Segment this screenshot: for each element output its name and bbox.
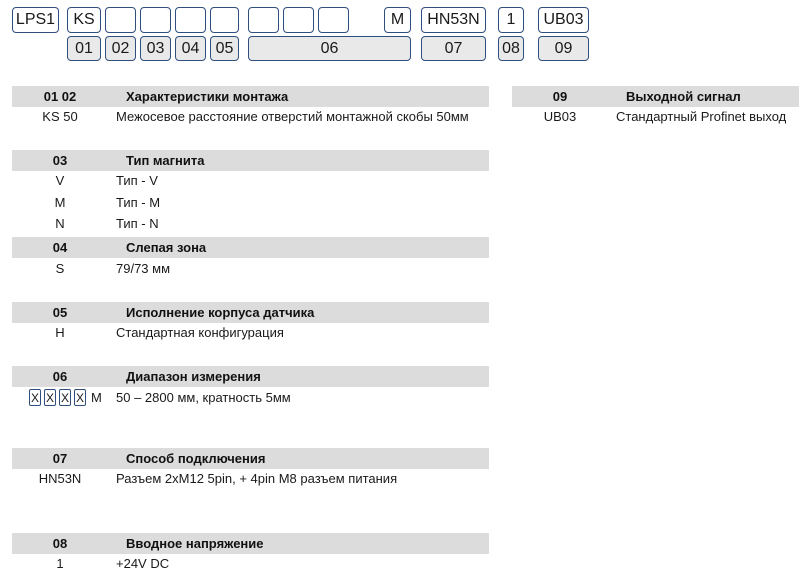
section-code: 05 <box>52 305 68 320</box>
code-cell-voltage: 1 <box>498 7 524 33</box>
code-cell-05-blank <box>175 7 206 33</box>
code-cell-blank <box>210 7 239 33</box>
section-code: 04 <box>52 240 68 255</box>
option-code: S <box>55 261 65 276</box>
option-description: Тип - N <box>116 216 159 231</box>
code-cell-06-digit-1 <box>248 7 279 33</box>
code-cell-03-blank <box>105 7 136 33</box>
option-code: UB03 <box>543 109 577 124</box>
option-row <box>12 324 482 342</box>
section-header-04 <box>12 237 489 258</box>
section-title: Вводное напряжение <box>126 536 264 551</box>
section-title: Исполнение корпуса датчика <box>126 305 315 320</box>
position-number-07: 07 <box>421 36 486 61</box>
position-number-01: 01 <box>67 36 101 61</box>
code-cell-06-digit-2 <box>283 7 314 33</box>
option-description: 50 – 2800 мм, кратность 5мм <box>116 390 291 405</box>
section-code: 01 02 <box>43 89 77 104</box>
code-cell-hn53n: HN53N <box>421 7 486 33</box>
range-unit-suffix: M <box>91 390 102 405</box>
option-description: Стандартный Profinet выход <box>616 109 787 124</box>
option-description: 79/73 мм <box>116 261 171 276</box>
option-row <box>12 470 482 488</box>
section-header-05 <box>12 302 489 323</box>
position-number-04: 04 <box>175 36 206 61</box>
range-digit-box: X <box>30 390 39 405</box>
code-cell-06-m: M <box>384 7 411 33</box>
section-title: Выходной сигнал <box>626 89 741 104</box>
position-number-02: 02 <box>105 36 136 61</box>
code-cell-04-blank <box>140 7 171 33</box>
position-number-05: 05 <box>210 36 239 61</box>
section-title: Тип магнита <box>126 153 205 168</box>
code-cell-ks: KS <box>67 7 101 33</box>
section-title: Диапазон измерения <box>126 369 261 384</box>
position-number-08: 08 <box>498 36 524 61</box>
option-code: V <box>55 173 65 188</box>
option-code: N <box>55 216 65 231</box>
range-digit-box: X <box>60 390 69 405</box>
section-header-08 <box>12 533 489 554</box>
section-title: Способ подключения <box>126 451 266 466</box>
range-digit-box: X <box>45 390 54 405</box>
option-row <box>512 108 799 126</box>
section-code: 06 <box>52 369 68 384</box>
option-code: M <box>54 195 66 210</box>
section-header-09 <box>512 86 799 107</box>
position-number-09: 09 <box>538 36 589 61</box>
section-code: 07 <box>52 451 68 466</box>
code-cell-ub03: UB03 <box>538 7 589 33</box>
section-code: 03 <box>52 153 68 168</box>
option-row <box>12 172 482 190</box>
position-number-06: 06 <box>248 36 411 61</box>
section-header-01-02 <box>12 86 489 107</box>
option-description: Разъем 2xM12 5pin, + 4pin M8 разъем питания <box>116 471 398 486</box>
option-description: Тип - M <box>116 195 161 210</box>
position-number-03: 03 <box>140 36 171 61</box>
option-code: H <box>55 325 65 340</box>
option-row <box>12 260 482 278</box>
code-cell-06-digit-3 <box>318 7 349 33</box>
option-description: Тип - V <box>116 173 158 188</box>
option-description: Межосевое расстояние отверстий монтажной скобы 50мм <box>116 109 469 124</box>
section-header-03 <box>12 150 489 171</box>
section-header-06 <box>12 366 489 387</box>
option-code: 1 <box>56 556 64 571</box>
option-row <box>12 108 532 126</box>
section-title: Характеристики монтажа <box>126 89 289 104</box>
range-digit-box: X <box>75 390 84 405</box>
option-row <box>12 555 482 573</box>
option-code: KS 50 <box>42 109 78 124</box>
section-code: 08 <box>52 536 68 551</box>
option-row <box>12 194 482 212</box>
section-title: Слепая зона <box>126 240 207 255</box>
code-cell-lps1: LPS1 <box>12 7 59 33</box>
section-code: 09 <box>552 89 568 104</box>
section-header-07 <box>12 448 489 469</box>
option-description: Стандартная конфигурация <box>116 325 284 340</box>
option-code: HN53N <box>38 471 82 486</box>
option-description: +24V DC <box>116 556 170 571</box>
option-row <box>12 215 482 233</box>
